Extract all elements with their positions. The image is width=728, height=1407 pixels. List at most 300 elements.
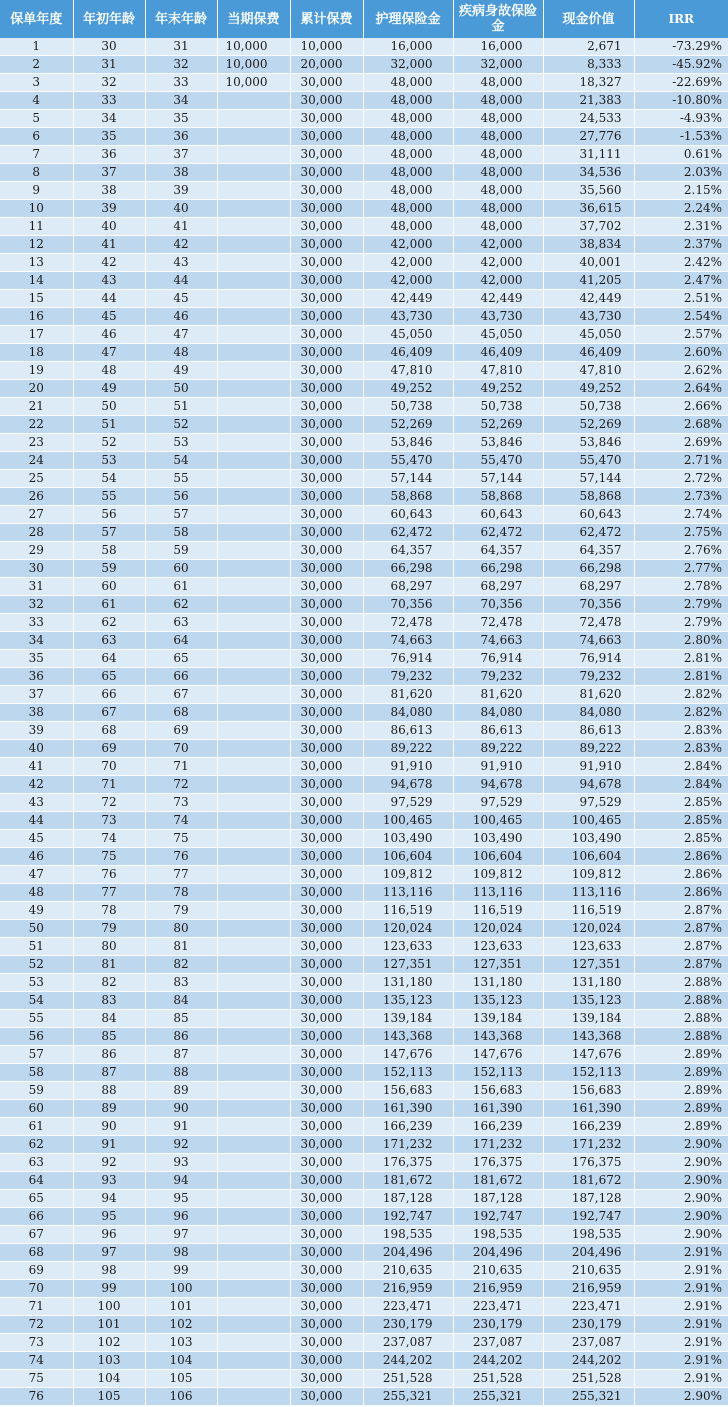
irr-cell: 2.81% <box>634 650 728 668</box>
policy-year-cell: 64 <box>0 1172 73 1190</box>
end-age-cell: 78 <box>145 884 217 902</box>
cash-value-cell: 103,490 <box>543 830 634 848</box>
policy-year-cell: 25 <box>0 470 73 488</box>
policy-year-cell: 8 <box>0 164 73 182</box>
table-row <box>0 650 728 668</box>
cash-value-cell: 42,449 <box>543 290 634 308</box>
end-age-cell: 81 <box>145 938 217 956</box>
death-benefit-cell: 42,000 <box>453 254 543 272</box>
irr-cell: -73.29% <box>634 38 728 56</box>
death-benefit-cell: 42,000 <box>453 236 543 254</box>
cumulative-premium-cell: 30,000 <box>290 1334 363 1352</box>
irr-cell: 2.89% <box>634 1064 728 1082</box>
care-benefit-cell: 97,529 <box>363 794 453 812</box>
start-age-cell: 58 <box>73 542 145 560</box>
cumulative-premium-cell: 30,000 <box>290 1154 363 1172</box>
cumulative-premium-cell: 30,000 <box>290 218 363 236</box>
cumulative-premium-cell: 30,000 <box>290 704 363 722</box>
cumulative-premium-cell: 30,000 <box>290 308 363 326</box>
table-row <box>0 488 728 506</box>
cumulative-premium-cell: 30,000 <box>290 1316 363 1334</box>
policy-year-cell: 54 <box>0 992 73 1010</box>
start-age-cell: 47 <box>73 344 145 362</box>
table-row <box>0 1316 728 1334</box>
death-benefit-cell: 74,663 <box>453 632 543 650</box>
care-benefit-cell: 187,128 <box>363 1190 453 1208</box>
current-premium-cell <box>217 344 290 362</box>
current-premium-cell <box>217 1262 290 1280</box>
cash-value-cell: 161,390 <box>543 1100 634 1118</box>
death-benefit-cell: 62,472 <box>453 524 543 542</box>
policy-year-cell: 67 <box>0 1226 73 1244</box>
policy-year-cell: 14 <box>0 272 73 290</box>
table-row <box>0 398 728 416</box>
policy-year-cell: 36 <box>0 668 73 686</box>
care-benefit-cell: 156,683 <box>363 1082 453 1100</box>
current-premium-cell <box>217 1352 290 1370</box>
death-benefit-cell: 47,810 <box>453 362 543 380</box>
table-row <box>0 236 728 254</box>
irr-cell: 2.91% <box>634 1244 728 1262</box>
table-row <box>0 326 728 344</box>
cash-value-cell: 50,738 <box>543 398 634 416</box>
table-row <box>0 1352 728 1370</box>
current-premium-cell <box>217 1100 290 1118</box>
care-benefit-cell: 116,519 <box>363 902 453 920</box>
care-benefit-cell: 53,846 <box>363 434 453 452</box>
table-row <box>0 290 728 308</box>
current-premium-cell <box>217 758 290 776</box>
care-benefit-cell: 58,868 <box>363 488 453 506</box>
irr-cell: 2.84% <box>634 776 728 794</box>
start-age-cell: 56 <box>73 506 145 524</box>
care-benefit-cell: 166,239 <box>363 1118 453 1136</box>
table-row <box>0 416 728 434</box>
irr-cell: 2.87% <box>634 938 728 956</box>
care-benefit-cell: 55,470 <box>363 452 453 470</box>
care-benefit-cell: 48,000 <box>363 200 453 218</box>
start-age-cell: 99 <box>73 1280 145 1298</box>
cumulative-premium-cell: 30,000 <box>290 1352 363 1370</box>
policy-year-cell: 28 <box>0 524 73 542</box>
policy-year-cell: 9 <box>0 182 73 200</box>
start-age-cell: 54 <box>73 470 145 488</box>
irr-cell: 2.87% <box>634 920 728 938</box>
end-age-cell: 55 <box>145 470 217 488</box>
end-age-cell: 97 <box>145 1226 217 1244</box>
policy-year-cell: 29 <box>0 542 73 560</box>
death-benefit-cell: 49,252 <box>453 380 543 398</box>
death-benefit-cell: 89,222 <box>453 740 543 758</box>
cash-value-cell: 135,123 <box>543 992 634 1010</box>
death-benefit-cell: 72,478 <box>453 614 543 632</box>
cash-value-cell: 109,812 <box>543 866 634 884</box>
current-premium-cell <box>217 938 290 956</box>
cash-value-cell: 204,496 <box>543 1244 634 1262</box>
cash-value-cell: 68,297 <box>543 578 634 596</box>
cumulative-premium-cell: 30,000 <box>290 596 363 614</box>
cash-value-cell: 58,868 <box>543 488 634 506</box>
care-benefit-cell: 94,678 <box>363 776 453 794</box>
header-start-age: 年初年龄 <box>73 0 145 38</box>
care-benefit-cell: 48,000 <box>363 128 453 146</box>
cumulative-premium-cell: 30,000 <box>290 488 363 506</box>
death-benefit-cell: 97,529 <box>453 794 543 812</box>
table-row <box>0 1370 728 1388</box>
start-age-cell: 69 <box>73 740 145 758</box>
table-row <box>0 830 728 848</box>
current-premium-cell <box>217 956 290 974</box>
start-age-cell: 78 <box>73 902 145 920</box>
irr-cell: 2.88% <box>634 1028 728 1046</box>
cash-value-cell: 45,050 <box>543 326 634 344</box>
cumulative-premium-cell: 30,000 <box>290 146 363 164</box>
end-age-cell: 98 <box>145 1244 217 1262</box>
cumulative-premium-cell: 30,000 <box>290 1280 363 1298</box>
death-benefit-cell: 216,959 <box>453 1280 543 1298</box>
end-age-cell: 100 <box>145 1280 217 1298</box>
care-benefit-cell: 161,390 <box>363 1100 453 1118</box>
policy-year-cell: 12 <box>0 236 73 254</box>
irr-cell: 2.83% <box>634 722 728 740</box>
care-benefit-cell: 192,747 <box>363 1208 453 1226</box>
end-age-cell: 67 <box>145 686 217 704</box>
care-benefit-cell: 48,000 <box>363 164 453 182</box>
table-row <box>0 344 728 362</box>
irr-cell: 2.51% <box>634 290 728 308</box>
end-age-cell: 99 <box>145 1262 217 1280</box>
irr-cell: -10.80% <box>634 92 728 110</box>
cumulative-premium-cell: 30,000 <box>290 326 363 344</box>
cumulative-premium-cell: 30,000 <box>290 668 363 686</box>
death-benefit-cell: 103,490 <box>453 830 543 848</box>
current-premium-cell <box>217 992 290 1010</box>
current-premium-cell <box>217 470 290 488</box>
death-benefit-cell: 58,868 <box>453 488 543 506</box>
policy-year-cell: 68 <box>0 1244 73 1262</box>
table-row <box>0 1136 728 1154</box>
care-benefit-cell: 216,959 <box>363 1280 453 1298</box>
start-age-cell: 94 <box>73 1190 145 1208</box>
header-care-benefit: 护理保险金 <box>363 0 453 38</box>
irr-cell: 2.80% <box>634 632 728 650</box>
cumulative-premium-cell: 30,000 <box>290 1172 363 1190</box>
cumulative-premium-cell: 30,000 <box>290 200 363 218</box>
table-row <box>0 1298 728 1316</box>
table-row <box>0 614 728 632</box>
care-benefit-cell: 244,202 <box>363 1352 453 1370</box>
table-row <box>0 1226 728 1244</box>
irr-cell: 2.90% <box>634 1136 728 1154</box>
start-age-cell: 57 <box>73 524 145 542</box>
cumulative-premium-cell: 30,000 <box>290 1100 363 1118</box>
death-benefit-cell: 52,269 <box>453 416 543 434</box>
cash-value-cell: 37,702 <box>543 218 634 236</box>
irr-cell: 2.91% <box>634 1370 728 1388</box>
end-age-cell: 76 <box>145 848 217 866</box>
care-benefit-cell: 16,000 <box>363 38 453 56</box>
end-age-cell: 79 <box>145 902 217 920</box>
current-premium-cell <box>217 1244 290 1262</box>
death-benefit-cell: 139,184 <box>453 1010 543 1028</box>
policy-year-cell: 3 <box>0 74 73 92</box>
cash-value-cell: 187,128 <box>543 1190 634 1208</box>
irr-cell: 2.89% <box>634 1082 728 1100</box>
irr-cell: 2.78% <box>634 578 728 596</box>
cumulative-premium-cell: 30,000 <box>290 992 363 1010</box>
irr-cell: 2.91% <box>634 1298 728 1316</box>
policy-year-cell: 13 <box>0 254 73 272</box>
irr-cell: 2.68% <box>634 416 728 434</box>
care-benefit-cell: 255,321 <box>363 1388 453 1406</box>
death-benefit-cell: 192,747 <box>453 1208 543 1226</box>
end-age-cell: 54 <box>145 452 217 470</box>
irr-cell: 2.69% <box>634 434 728 452</box>
start-age-cell: 64 <box>73 650 145 668</box>
cumulative-premium-cell: 30,000 <box>290 1208 363 1226</box>
policy-year-cell: 4 <box>0 92 73 110</box>
current-premium-cell <box>217 1226 290 1244</box>
cash-value-cell: 143,368 <box>543 1028 634 1046</box>
cumulative-premium-cell: 30,000 <box>290 1118 363 1136</box>
current-premium-cell <box>217 92 290 110</box>
current-premium-cell <box>217 704 290 722</box>
start-age-cell: 31 <box>73 56 145 74</box>
irr-cell: 2.77% <box>634 560 728 578</box>
current-premium-cell: 10,000 <box>217 56 290 74</box>
end-age-cell: 36 <box>145 128 217 146</box>
start-age-cell: 33 <box>73 92 145 110</box>
cash-value-cell: 79,232 <box>543 668 634 686</box>
header-end-age: 年末年龄 <box>145 0 217 38</box>
policy-year-cell: 27 <box>0 506 73 524</box>
cumulative-premium-cell: 30,000 <box>290 1262 363 1280</box>
care-benefit-cell: 81,620 <box>363 686 453 704</box>
table-row <box>0 434 728 452</box>
end-age-cell: 92 <box>145 1136 217 1154</box>
care-benefit-cell: 86,613 <box>363 722 453 740</box>
irr-cell: 2.91% <box>634 1316 728 1334</box>
cumulative-premium-cell: 30,000 <box>290 794 363 812</box>
start-age-cell: 105 <box>73 1388 145 1406</box>
start-age-cell: 85 <box>73 1028 145 1046</box>
cash-value-cell: 52,269 <box>543 416 634 434</box>
current-premium-cell <box>217 326 290 344</box>
cash-value-cell: 192,747 <box>543 1208 634 1226</box>
policy-year-cell: 46 <box>0 848 73 866</box>
cash-value-cell: 60,643 <box>543 506 634 524</box>
death-benefit-cell: 46,409 <box>453 344 543 362</box>
irr-cell: 2.85% <box>634 812 728 830</box>
table-row <box>0 596 728 614</box>
policy-year-cell: 74 <box>0 1352 73 1370</box>
current-premium-cell <box>217 272 290 290</box>
care-benefit-cell: 127,351 <box>363 956 453 974</box>
header-cumulative-premium: 累计保费 <box>290 0 363 38</box>
care-benefit-cell: 50,738 <box>363 398 453 416</box>
cumulative-premium-cell: 30,000 <box>290 650 363 668</box>
table-row <box>0 362 728 380</box>
death-benefit-cell: 48,000 <box>453 218 543 236</box>
policy-year-cell: 42 <box>0 776 73 794</box>
cash-value-cell: 40,001 <box>543 254 634 272</box>
cash-value-cell: 86,613 <box>543 722 634 740</box>
policy-year-cell: 55 <box>0 1010 73 1028</box>
end-age-cell: 101 <box>145 1298 217 1316</box>
end-age-cell: 80 <box>145 920 217 938</box>
end-age-cell: 31 <box>145 38 217 56</box>
end-age-cell: 38 <box>145 164 217 182</box>
death-benefit-cell: 48,000 <box>453 164 543 182</box>
table-row <box>0 740 728 758</box>
start-age-cell: 67 <box>73 704 145 722</box>
table-row <box>0 758 728 776</box>
irr-cell: 2.91% <box>634 1262 728 1280</box>
start-age-cell: 43 <box>73 272 145 290</box>
policy-year-cell: 59 <box>0 1082 73 1100</box>
table-row <box>0 848 728 866</box>
end-age-cell: 63 <box>145 614 217 632</box>
table-row <box>0 866 728 884</box>
table-row <box>0 704 728 722</box>
table-row <box>0 1064 728 1082</box>
current-premium-cell <box>217 488 290 506</box>
irr-cell: 2.91% <box>634 1352 728 1370</box>
start-age-cell: 97 <box>73 1244 145 1262</box>
start-age-cell: 96 <box>73 1226 145 1244</box>
irr-cell: -4.93% <box>634 110 728 128</box>
current-premium-cell <box>217 254 290 272</box>
irr-cell: 2.88% <box>634 1010 728 1028</box>
death-benefit-cell: 48,000 <box>453 146 543 164</box>
care-benefit-cell: 139,184 <box>363 1010 453 1028</box>
cash-value-cell: 123,633 <box>543 938 634 956</box>
start-age-cell: 65 <box>73 668 145 686</box>
policy-year-cell: 72 <box>0 1316 73 1334</box>
care-benefit-cell: 251,528 <box>363 1370 453 1388</box>
end-age-cell: 77 <box>145 866 217 884</box>
end-age-cell: 59 <box>145 542 217 560</box>
end-age-cell: 66 <box>145 668 217 686</box>
start-age-cell: 60 <box>73 578 145 596</box>
cumulative-premium-cell: 30,000 <box>290 884 363 902</box>
care-benefit-cell: 171,232 <box>363 1136 453 1154</box>
death-benefit-cell: 68,297 <box>453 578 543 596</box>
current-premium-cell <box>217 1010 290 1028</box>
death-benefit-cell: 57,144 <box>453 470 543 488</box>
death-benefit-cell: 187,128 <box>453 1190 543 1208</box>
care-benefit-cell: 32,000 <box>363 56 453 74</box>
policy-year-cell: 24 <box>0 452 73 470</box>
care-benefit-cell: 48,000 <box>363 146 453 164</box>
cash-value-cell: 49,252 <box>543 380 634 398</box>
end-age-cell: 41 <box>145 218 217 236</box>
table-row <box>0 452 728 470</box>
start-age-cell: 102 <box>73 1334 145 1352</box>
cumulative-premium-cell: 30,000 <box>290 1010 363 1028</box>
end-age-cell: 61 <box>145 578 217 596</box>
death-benefit-cell: 147,676 <box>453 1046 543 1064</box>
current-premium-cell <box>217 722 290 740</box>
cumulative-premium-cell: 30,000 <box>290 470 363 488</box>
start-age-cell: 46 <box>73 326 145 344</box>
death-benefit-cell: 171,232 <box>453 1136 543 1154</box>
start-age-cell: 35 <box>73 128 145 146</box>
death-benefit-cell: 79,232 <box>453 668 543 686</box>
cash-value-cell: 53,846 <box>543 434 634 452</box>
death-benefit-cell: 70,356 <box>453 596 543 614</box>
cash-value-cell: 237,087 <box>543 1334 634 1352</box>
start-age-cell: 98 <box>73 1262 145 1280</box>
start-age-cell: 100 <box>73 1298 145 1316</box>
start-age-cell: 66 <box>73 686 145 704</box>
current-premium-cell <box>217 1316 290 1334</box>
cash-value-cell: 152,113 <box>543 1064 634 1082</box>
death-benefit-cell: 127,351 <box>453 956 543 974</box>
irr-cell: 2.91% <box>634 1280 728 1298</box>
start-age-cell: 90 <box>73 1118 145 1136</box>
table-row <box>0 974 728 992</box>
cumulative-premium-cell: 30,000 <box>290 578 363 596</box>
start-age-cell: 45 <box>73 308 145 326</box>
current-premium-cell <box>217 902 290 920</box>
irr-cell: 2.84% <box>634 758 728 776</box>
cash-value-cell: 147,676 <box>543 1046 634 1064</box>
table-row <box>0 1100 728 1118</box>
care-benefit-cell: 237,087 <box>363 1334 453 1352</box>
care-benefit-cell: 106,604 <box>363 848 453 866</box>
cash-value-cell: 100,465 <box>543 812 634 830</box>
policy-year-cell: 31 <box>0 578 73 596</box>
policy-year-cell: 26 <box>0 488 73 506</box>
cumulative-premium-cell: 30,000 <box>290 1298 363 1316</box>
table-row <box>0 56 728 74</box>
current-premium-cell <box>217 740 290 758</box>
care-benefit-cell: 64,357 <box>363 542 453 560</box>
end-age-cell: 74 <box>145 812 217 830</box>
cumulative-premium-cell: 30,000 <box>290 182 363 200</box>
irr-cell: 2.42% <box>634 254 728 272</box>
cumulative-premium-cell: 30,000 <box>290 1388 363 1406</box>
end-age-cell: 37 <box>145 146 217 164</box>
end-age-cell: 69 <box>145 722 217 740</box>
cash-value-cell: 8,333 <box>543 56 634 74</box>
start-age-cell: 37 <box>73 164 145 182</box>
end-age-cell: 91 <box>145 1118 217 1136</box>
cash-value-cell: 131,180 <box>543 974 634 992</box>
death-benefit-cell: 161,390 <box>453 1100 543 1118</box>
policy-year-cell: 73 <box>0 1334 73 1352</box>
table-row <box>0 1190 728 1208</box>
table-body <box>0 38 728 1406</box>
care-benefit-cell: 42,000 <box>363 254 453 272</box>
start-age-cell: 70 <box>73 758 145 776</box>
table-header-row <box>0 0 728 38</box>
start-age-cell: 84 <box>73 1010 145 1028</box>
cash-value-cell: 64,357 <box>543 542 634 560</box>
start-age-cell: 48 <box>73 362 145 380</box>
care-benefit-cell: 210,635 <box>363 1262 453 1280</box>
cumulative-premium-cell: 30,000 <box>290 740 363 758</box>
irr-cell: 2.90% <box>634 1154 728 1172</box>
death-benefit-cell: 244,202 <box>453 1352 543 1370</box>
end-age-cell: 72 <box>145 776 217 794</box>
cumulative-premium-cell: 30,000 <box>290 1370 363 1388</box>
cash-value-cell: 47,810 <box>543 362 634 380</box>
care-benefit-cell: 230,179 <box>363 1316 453 1334</box>
death-benefit-cell: 176,375 <box>453 1154 543 1172</box>
current-premium-cell <box>217 200 290 218</box>
